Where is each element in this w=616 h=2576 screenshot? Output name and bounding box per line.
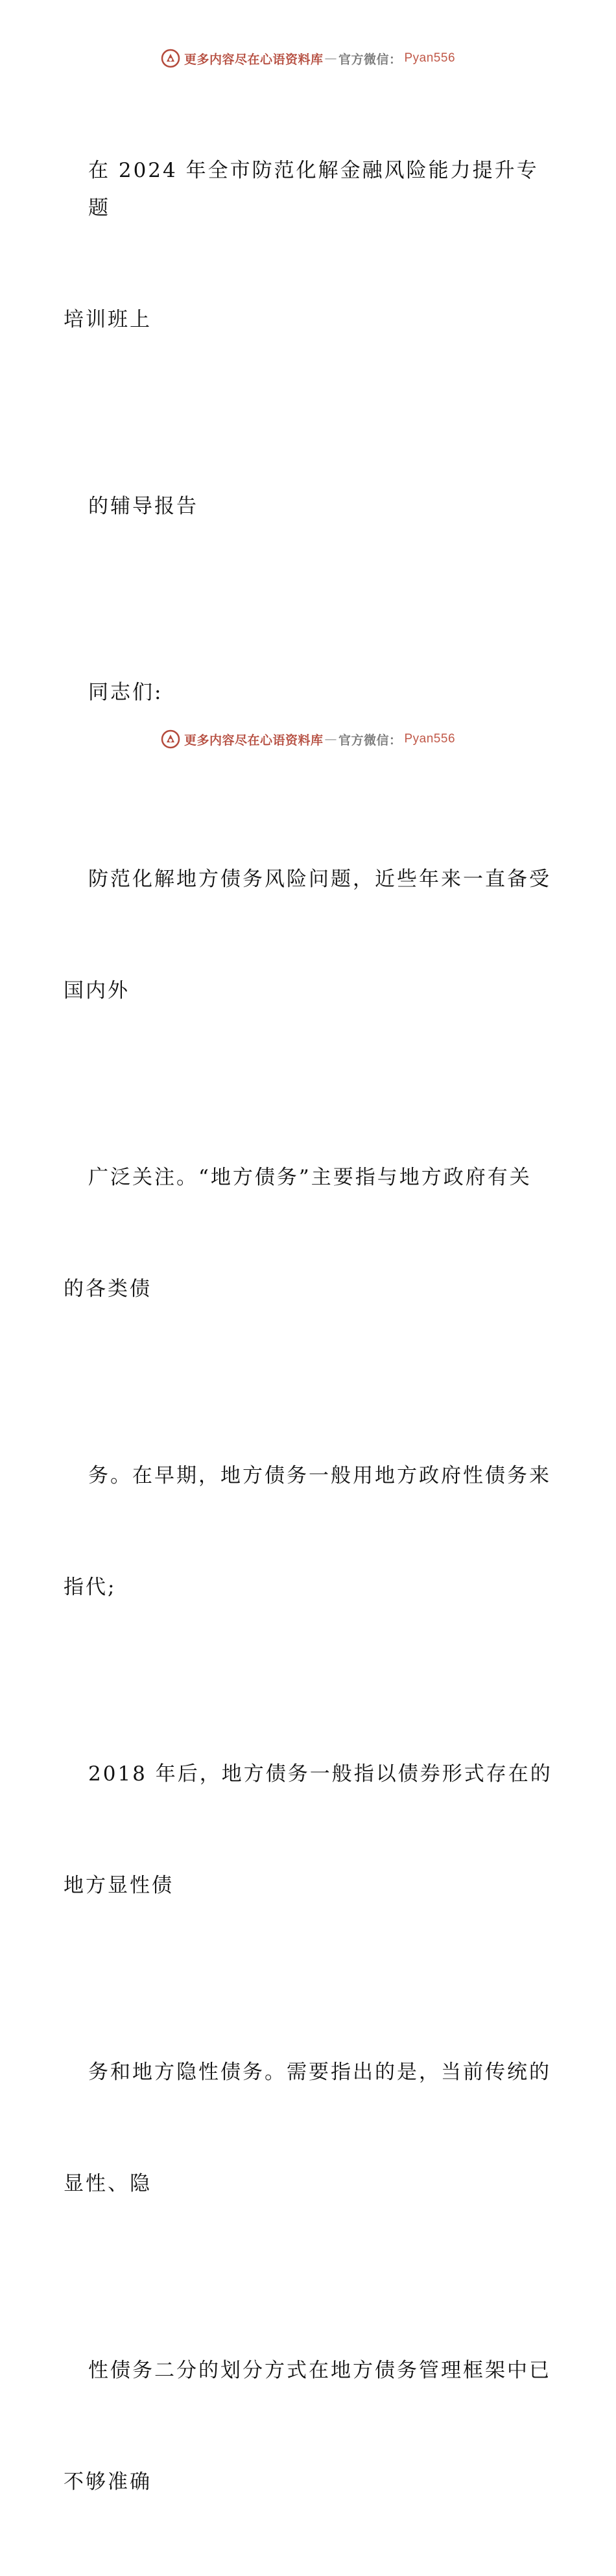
header-watermark: [0, 45, 616, 71]
line-rest: 显性、隐: [64, 2172, 152, 2195]
paragraph: [64, 1979, 556, 2278]
line-first: 2018 年后，地方债务一般指以债券形式存在的: [88, 1762, 552, 1786]
watermark-site-text: 更多内容尽在心语资料库: [184, 52, 324, 67]
paragraph: [64, 600, 556, 786]
paragraph: [64, 1085, 556, 1383]
footer-watermark: [0, 726, 616, 752]
line-first: 务。在早期，地方债务一般用地方政府性债务来: [88, 1463, 551, 1487]
brand-logo-icon: [161, 729, 180, 749]
watermark-site-text: 更多内容尽在心语资料库: [184, 733, 324, 748]
paragraph: [64, 786, 556, 1085]
watermark-separator: —: [324, 51, 337, 65]
watermark-wechat-id: Pyan556: [404, 732, 456, 746]
line-first: 同志们:: [88, 681, 163, 704]
line-first: 性债务二分的划分方式在地方债务管理框架中已: [88, 2358, 551, 2382]
line-first: 的辅导报告: [88, 494, 198, 518]
paragraph: [64, 1383, 556, 1681]
line-first: 务和地方隐性债务。需要指出的是，当前传统的: [88, 2060, 551, 2084]
line-rest: 指代;: [64, 1576, 117, 1599]
line-first: 防范化解地方债务风险问题，近些年来一直备受: [88, 867, 551, 891]
line-rest: 地方显性债: [64, 1874, 174, 1897]
paragraph: [64, 1681, 556, 1979]
line-first: 广泛关注。“地方债务”主要指与地方政府有关: [88, 1165, 532, 1189]
line-first: 在 2024 年全市防范化解金融风险能力提升专题: [88, 159, 539, 220]
watermark-official-label: 官方微信：: [338, 52, 402, 67]
brand-logo-icon: [161, 49, 180, 68]
line-rest: 的各类债: [64, 1277, 152, 1301]
watermark-official-label: 官方微信：: [338, 733, 402, 748]
paragraph: [64, 414, 556, 600]
document-body: [64, 78, 556, 2576]
line-rest: 培训班上: [64, 308, 152, 331]
paragraph: [64, 78, 556, 414]
line-rest: 不够准确: [64, 2470, 152, 2494]
paragraph: [64, 2278, 556, 2576]
line-rest: 国内外: [64, 979, 130, 1002]
watermark-wechat-id: Pyan556: [404, 51, 456, 65]
watermark-separator: —: [324, 732, 337, 746]
